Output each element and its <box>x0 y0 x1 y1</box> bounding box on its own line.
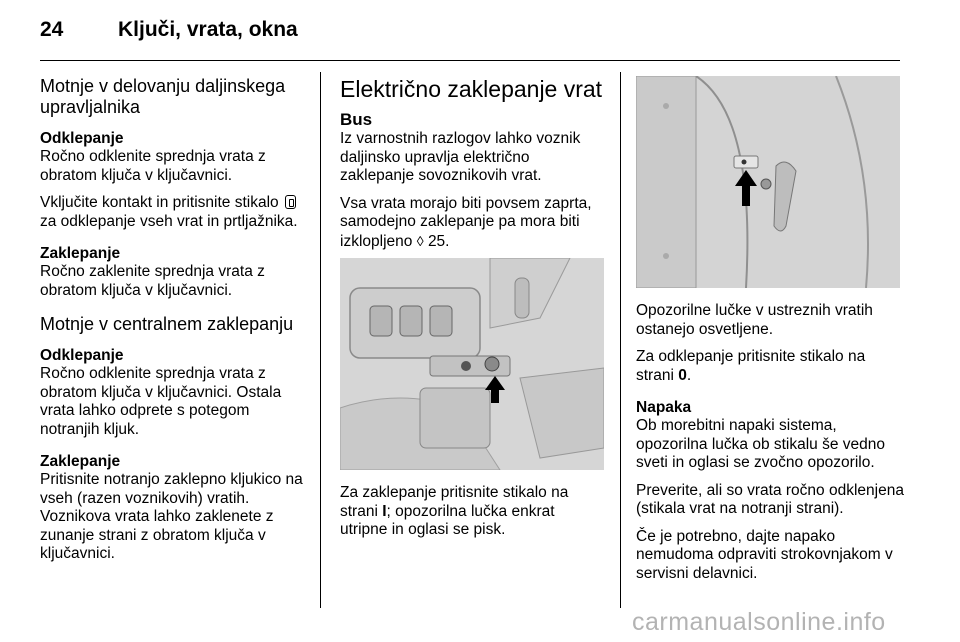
column-middle <box>340 76 604 251</box>
column-left <box>40 76 308 564</box>
paragraph: Ročno odklenite sprednja vrata z obratom ključa v ključavnici. <box>40 148 266 184</box>
paragraph: Vključite kontakt in pritisnite stikalo za odklepanje vseh vrat in prtljažnika. <box>40 194 298 230</box>
watermark: carmanualsonline.info <box>632 608 886 636</box>
key-switch-icon <box>285 195 296 209</box>
column-divider <box>320 72 321 608</box>
paragraph: Ročno zaklenite sprednja vrata z obratom ključa v ključavnici. <box>40 263 265 299</box>
figure-caption: Za zaklepanje pritisnite stikalo na strani I; opozorilna lučka enkrat utripne in oglasi se pisk. <box>340 484 569 538</box>
door-switch-illustration <box>636 76 900 288</box>
paragraph: Iz varnostnih razlogov lahko voznik daljinsko upravlja električno zaklepanje sovoznikovih vrat. <box>340 130 581 184</box>
column-right <box>636 302 904 583</box>
subheading-fault: Napaka <box>636 399 692 416</box>
subheading-unlock: Odklepanje <box>40 130 124 147</box>
subheading-lock: Zaklepanje <box>40 453 121 470</box>
section-heading-electric-locking: Električno zaklepanje vrat <box>340 76 603 102</box>
door-svg <box>636 76 900 288</box>
column-divider <box>620 72 621 608</box>
section-heading-central-lock-fault: Motnje v centralnem zaklepanju <box>40 314 294 334</box>
dashboard-svg <box>340 258 604 470</box>
page-number: 24 <box>40 18 64 41</box>
section-heading-remote-fault: Motnje v delovanju daljinskega upravljalnika <box>40 76 286 117</box>
paragraph: Če je potrebno, dajte napako nemudoma odpraviti strokovnjakom v servisni delavnici. <box>636 527 893 582</box>
page-header <box>40 18 298 48</box>
subheading-bus: Bus <box>340 110 373 129</box>
paragraph: Preverite, ali so vrata ročno odklenjena (stikala vrat na notranji strani). <box>636 481 904 517</box>
caption-block <box>340 484 604 540</box>
page-reference-icon: ◊ <box>416 232 424 249</box>
paragraph: Za odklepanje pritisnite stikalo na strani 0. <box>636 348 866 384</box>
dashboard-switch-illustration <box>340 258 604 470</box>
page-title: Ključi, vrata, okna <box>118 18 298 41</box>
subheading-unlock: Odklepanje <box>40 347 124 364</box>
header-divider <box>40 60 900 61</box>
paragraph: Pritisnite notranjo zaklepno kljukico na vseh (razen voznikovih) vratih. Voznikova vrata lahko zaklenete z zunanje strani z obratom ključa v ključavnici. <box>40 471 303 562</box>
paragraph: Ročno odklenite sprednja vrata z obratom ključa v ključavnici. Ostala vrata lahko odprete s potegom notranjih kljuk. <box>40 365 282 438</box>
paragraph: Ob morebitni napaki sistema, opozorilna lučka ob stikalu še vedno sveti in oglasi se zvočno opozorilo. <box>636 417 886 471</box>
paragraph: Opozorilne lučke v ustreznih vratih ostanejo osvetljene. <box>636 302 873 338</box>
subheading-lock: Zaklepanje <box>40 245 121 262</box>
paragraph: Vsa vrata morajo biti povsem zaprta, samodejno zaklepanje pa mora biti izklopljeno ◊ 25. <box>340 194 592 250</box>
